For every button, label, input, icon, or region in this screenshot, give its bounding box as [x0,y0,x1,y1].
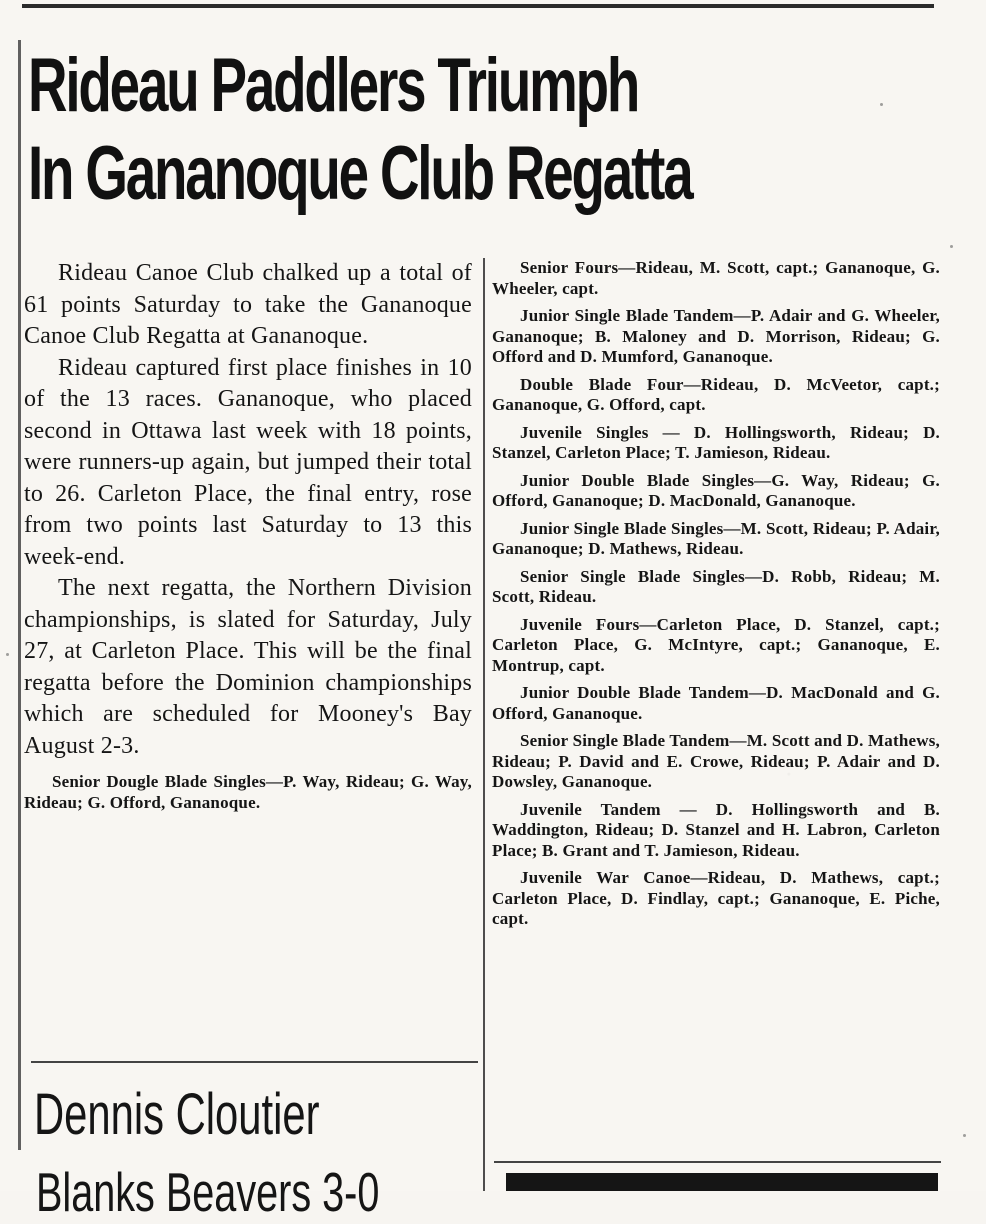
story-paragraph-3: The next regatta, the Northern Division championships, is slated for Saturday, July 27, at Carleton Place. This will be the final regatta before the Dominion championships which are scheduled for Mooney's Bay August 2-3. [24,575,472,759]
result-entry: Senior Single Blade Singles—D. Robb, Rideau; M. Scott, Rideau. [492,566,940,606]
result-entry: Double Blade Four—Rideau, D. McVeetor, capt.; Gananoque, G. Offord, capt. [492,374,940,414]
print-speck [950,245,953,248]
next-story-cut-headline: Blanks Beavers 3-0 [36,1161,380,1223]
article-headline [28,42,698,218]
story-paragraph-2: Rideau captured first place finishes in 10 of the 13 races. Gananoque, who placed second in Ottawa last week with 18 points, were runners-up again, but jumped their total to 26. Carleton Place, the final entry, rose from two points last Saturday to 13 this week-end. [24,354,472,570]
result-entry: Junior Single Blade Singles—M. Scott, Rideau; P. Adair, Gananoque; D. Mathews, Rideau. [492,518,940,558]
print-speck [6,653,9,656]
column-divider [483,258,485,1191]
story-paragraph-1: Rideau Canoe Club chalked up a total of 61 points Saturday to take the Gananoque Canoe Club Regatta at Gananoque. [24,260,472,349]
result-entry: Senior Dougle Blade Singles—P. Way, Rideau; G. Way, Rideau; G. Offord, Gananoque. [24,772,472,812]
top-rule [22,4,934,8]
left-results-list [24,772,472,813]
result-entry: Junior Double Blade Singles—G. Way, Rideau; G. Offord, Gananoque; D. MacDonald, Gananoque. [492,470,940,510]
left-article-column [24,258,472,820]
right-bottom-rule [494,1161,941,1163]
headline-line-2: In Gananoque Club Regatta [28,131,692,216]
result-entry: Juvenile War Canoe—Rideau, D. Mathews, capt.; Carleton Place, D. Findlay, capt.; Gananoque, E. Piche, capt. [492,868,940,928]
result-entry: Juvenile Tandem — D. Hollingsworth and B. Waddington, Rideau; D. Stanzel and H. Labron, Carleton Place; B. Grant and T. Jamieson, Rideau. [492,799,940,860]
right-results-column [492,258,940,937]
result-entry: Juvenile Singles — D. Hollingsworth, Rideau; D. Stanzel, Carleton Place; T. Jamieson, Rideau. [492,422,940,462]
headline-line-1: Rideau Paddlers Triumph [28,43,639,128]
next-headline-bar [506,1173,938,1191]
result-entry: Junior Single Blade Tandem—P. Adair and G. Wheeler, Gananoque; B. Maloney and D. Morrison, Rideau; G. Offord and D. Mumford, Gananoque. [492,306,940,366]
result-entry: Senior Single Blade Tandem—M. Scott and D. Mathews, Rideau; P. David and E. Crowe, Rideau; P. Adair and D. Dowsley, Gananoque. [492,731,940,791]
section-rule [31,1061,478,1063]
print-speck [880,103,883,106]
next-story-headline: Dennis Cloutier [34,1082,320,1147]
print-speck [963,1134,966,1137]
left-margin-rule [18,40,21,1150]
result-entry: Juvenile Fours—Carleton Place, D. Stanzel, capt.; Carleton Place, G. McIntyre, capt.; Gananoque, E. Montrup, capt. [492,614,940,675]
result-entry: Senior Fours—Rideau, M. Scott, capt.; Gananoque, G. Wheeler, capt. [492,258,940,298]
result-entry: Junior Double Blade Tandem—D. MacDonald and G. Offord, Gananoque. [492,683,940,723]
